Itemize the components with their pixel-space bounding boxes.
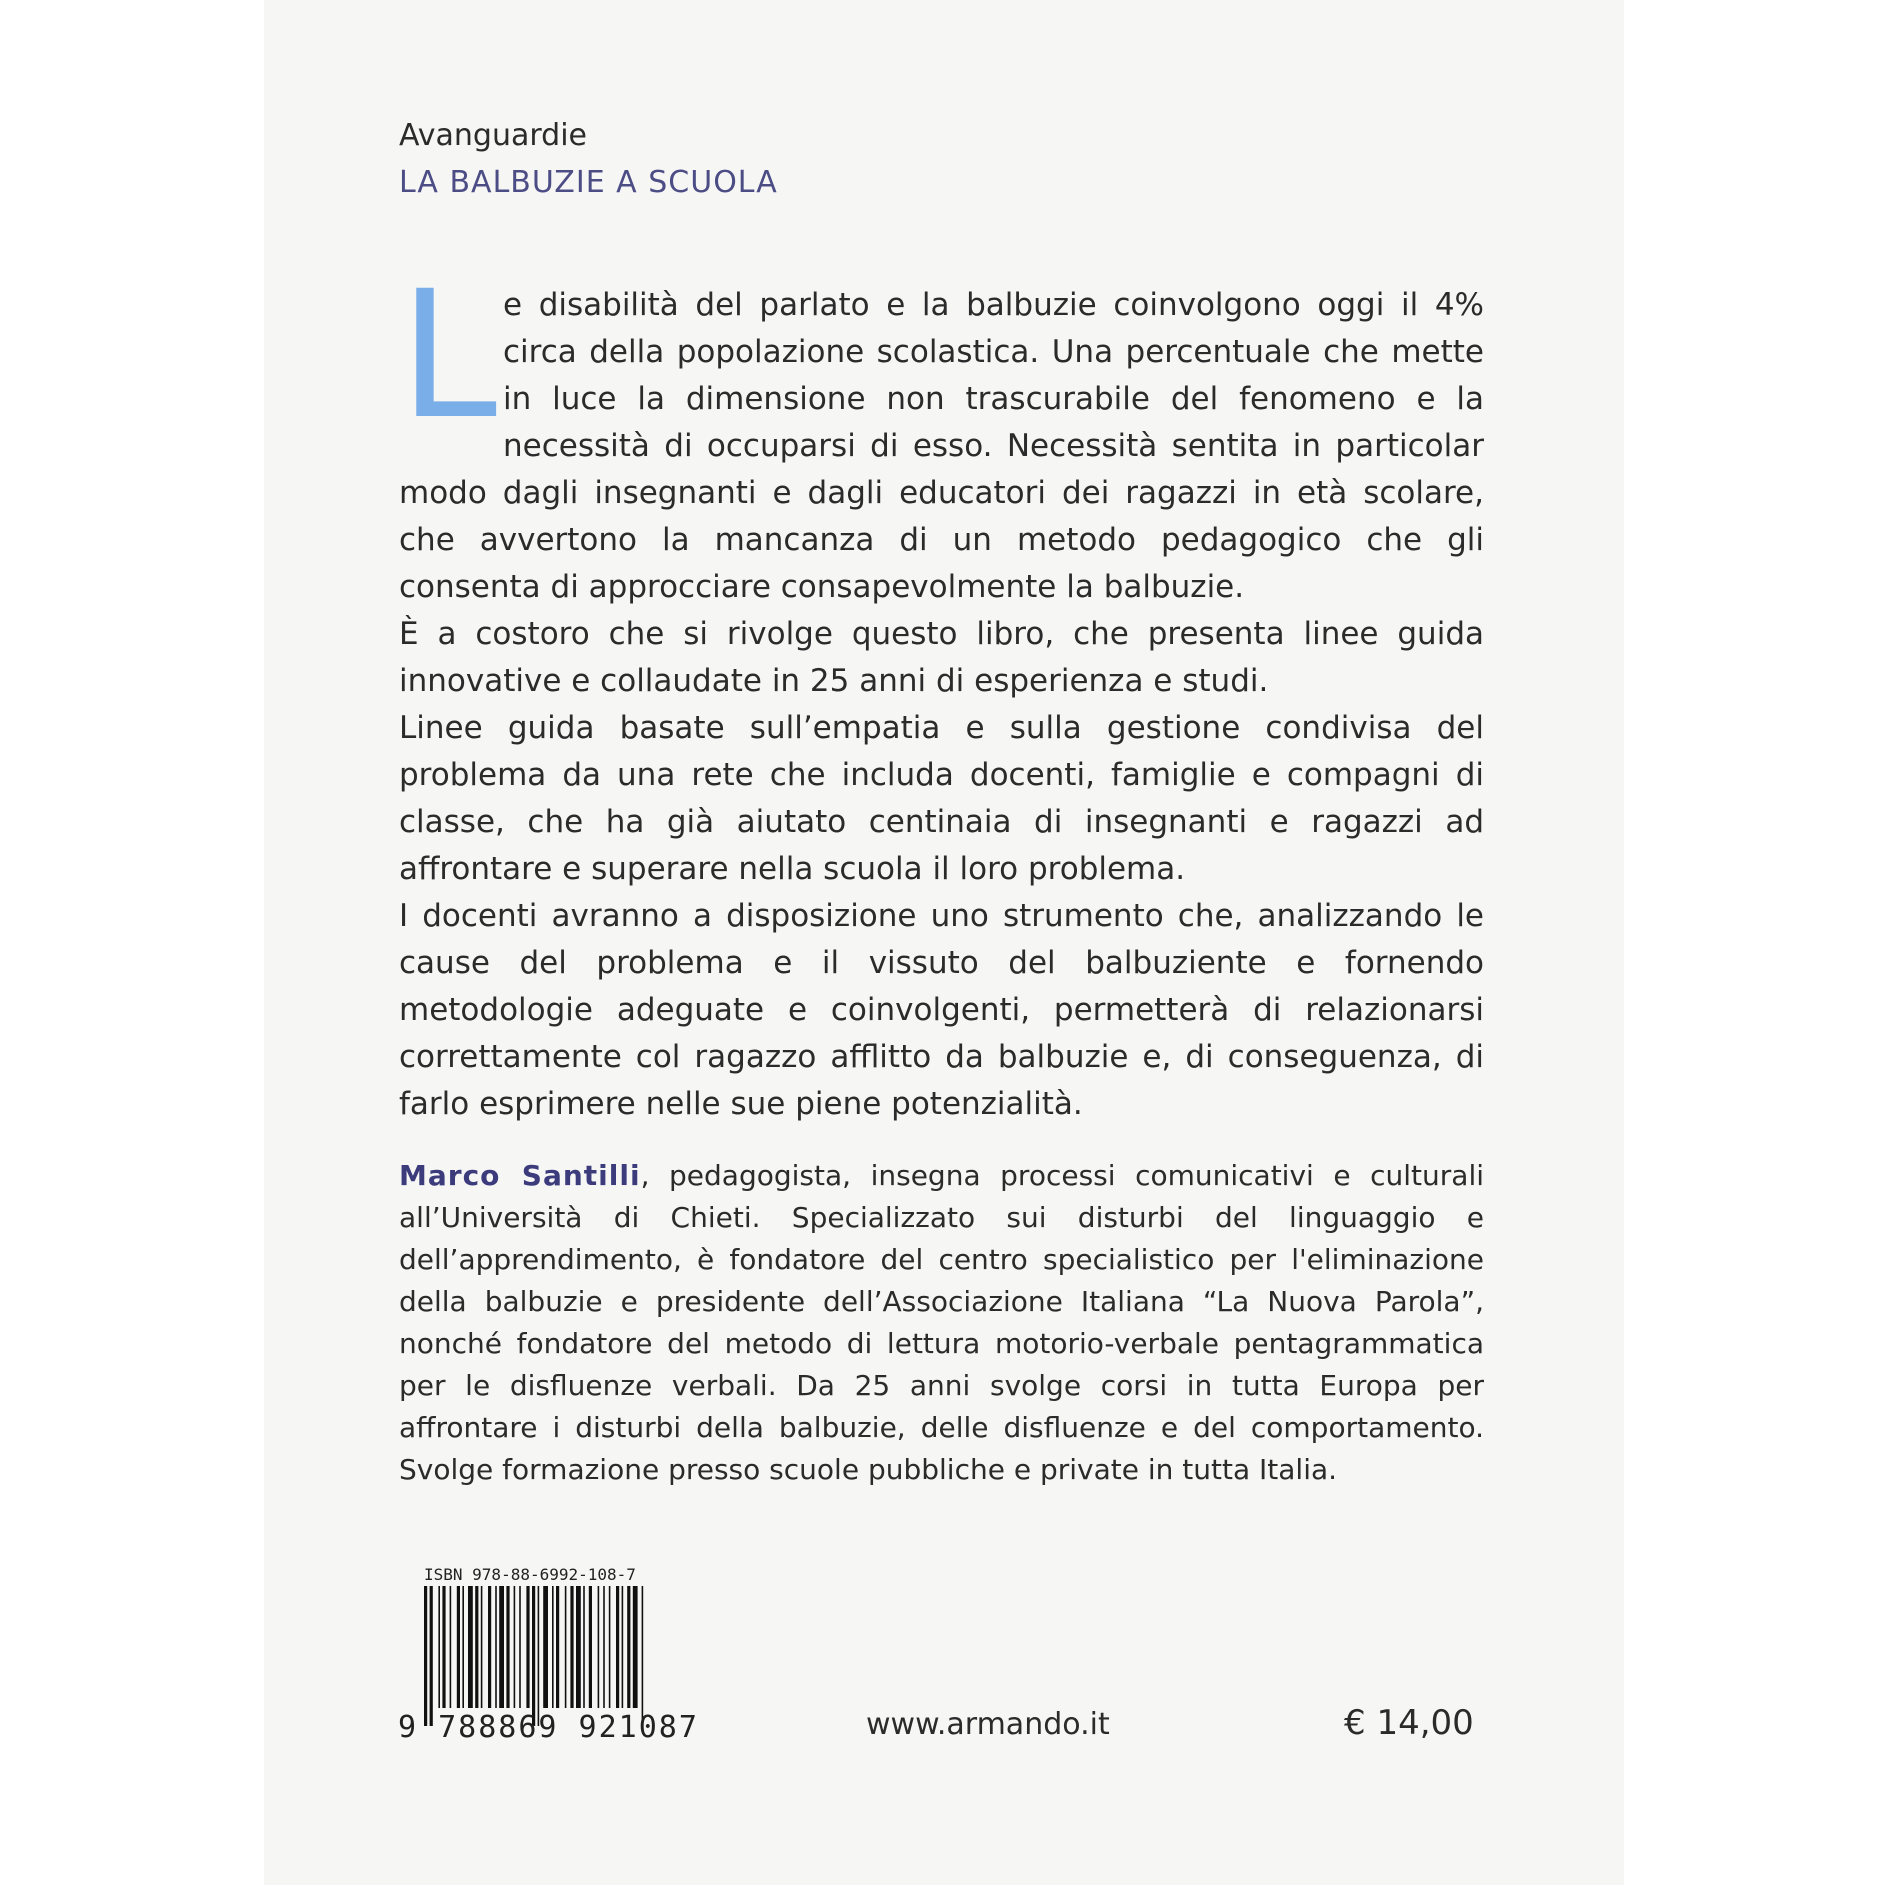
blurb-paragraph-4: I docenti avranno a disposizione uno strumento che, analizzando le cause del problema e il vissuto del balbuziente e fornendo metodologie adeguate e coinvolgenti, permetterà di relazionarsi correttamente col ragazzo afflitto da balbuzie e, di conseguenza, di farlo esprimere nelle sue piene potenzialità.: [399, 898, 1484, 1122]
barcode-bar: [499, 1586, 504, 1708]
publisher-website[interactable]: www.armando.it: [866, 1707, 1110, 1742]
author-bio: [399, 1155, 1484, 1491]
drop-cap-letter: L: [399, 253, 498, 458]
book-title: LA BALBUZIE A SCUOLA: [399, 165, 778, 200]
barcode-bar: [424, 1586, 427, 1726]
blurb-paragraph-1: [399, 253, 1484, 611]
barcode-bar: [468, 1586, 473, 1708]
book-blurb: [399, 253, 1484, 1128]
barcode-bar: [633, 1586, 638, 1708]
author-name: Marco Santilli: [399, 1159, 641, 1192]
barcode-bar: [603, 1586, 605, 1708]
barcode-bar: [506, 1586, 509, 1708]
blurb-paragraph-1-text: e disabilità del parlato e la balbuzie coinvolgono oggi il 4% circa della popolazione scolastica. Una percentuale che mette in luce la dimensione non trascurabile del fenomeno e la necessità di occuparsi di esso. Necessità sentita in particolar modo dagli insegnanti e dagli educatori dei ragazzi in età scolare, che avvertono la mancanza di un metodo pedagogico che gli consenta di approcciare consapevolmente la balbuzie.: [399, 287, 1484, 605]
barcode-bar: [514, 1586, 516, 1708]
barcode-bar: [543, 1586, 548, 1708]
barcode-bar: [519, 1586, 521, 1708]
price: € 14,00: [1344, 1703, 1474, 1743]
barcode-bar: [565, 1586, 567, 1708]
barcode-bar: [457, 1586, 460, 1708]
barcode-bar: [538, 1586, 540, 1726]
barcode-bar: [622, 1586, 624, 1708]
barcode-bar: [570, 1586, 573, 1708]
barcode-bar: [481, 1586, 483, 1708]
barcode-bar: [442, 1586, 445, 1708]
barcode-bar: [589, 1586, 592, 1708]
author-bio-text: , pedagogista, insegna processi comunicativi e culturali all’Università di Chieti. Specializzato sui disturbi del linguaggio e dell’apprendimento, è fondatore del centro specialistico per l'eliminazione della balbuzie e presidente dell’Associazione Italiana “La Nuova Parola”, nonché fondatore del metodo di lettura motorio-verbale pentagrammatica per le disfluenze verbali. Da 25 anni svolge corsi in tutta Europa per affrontare i disturbi della balbuzie, delle disfluenze e del comportamento. Svolge formazione presso scuole pubbliche e private in tutta Italia.: [399, 1159, 1485, 1486]
barcode-icon: [422, 1586, 692, 1726]
barcode-bar: [495, 1586, 497, 1708]
ean-digits: 9 788869 921087: [398, 1710, 699, 1745]
book-back-cover: [264, 0, 1624, 1885]
barcode-bar: [598, 1586, 600, 1708]
blurb-paragraph-3: Linee guida basate sull’empatia e sulla gestione condivisa del problema da una rete che includa docenti, famiglie e compagni di classe, che ha già aiutato centinaia di insegnanti e ragazzi ad affrontare e superare nella scuola il loro problema.: [399, 710, 1484, 887]
barcode-bar: [552, 1586, 554, 1708]
barcode-bar: [576, 1586, 581, 1708]
barcode-bar: [609, 1586, 611, 1708]
barcode-bar: [488, 1586, 491, 1708]
blurb-paragraph-2: È a costoro che si rivolge questo libro, che presenta linee guida innovative e collaudate in 25 anni di esperienza e studi.: [399, 616, 1484, 699]
barcode-bar: [450, 1586, 452, 1708]
series-name: Avanguardie: [399, 118, 587, 153]
isbn-label: ISBN 978-88-6992-108-7: [424, 1565, 636, 1584]
barcode-bar: [642, 1586, 644, 1726]
barcode-bar: [583, 1586, 585, 1708]
barcode-bar: [430, 1586, 433, 1726]
barcode-bar: [526, 1586, 529, 1708]
barcode-bar: [627, 1586, 630, 1708]
barcode-bar: [475, 1586, 478, 1708]
barcode-bar: [462, 1586, 464, 1708]
barcode-bar: [556, 1586, 559, 1708]
barcode-bar: [438, 1586, 440, 1708]
barcode-bar: [616, 1586, 619, 1708]
barcode-bar: [532, 1586, 535, 1726]
